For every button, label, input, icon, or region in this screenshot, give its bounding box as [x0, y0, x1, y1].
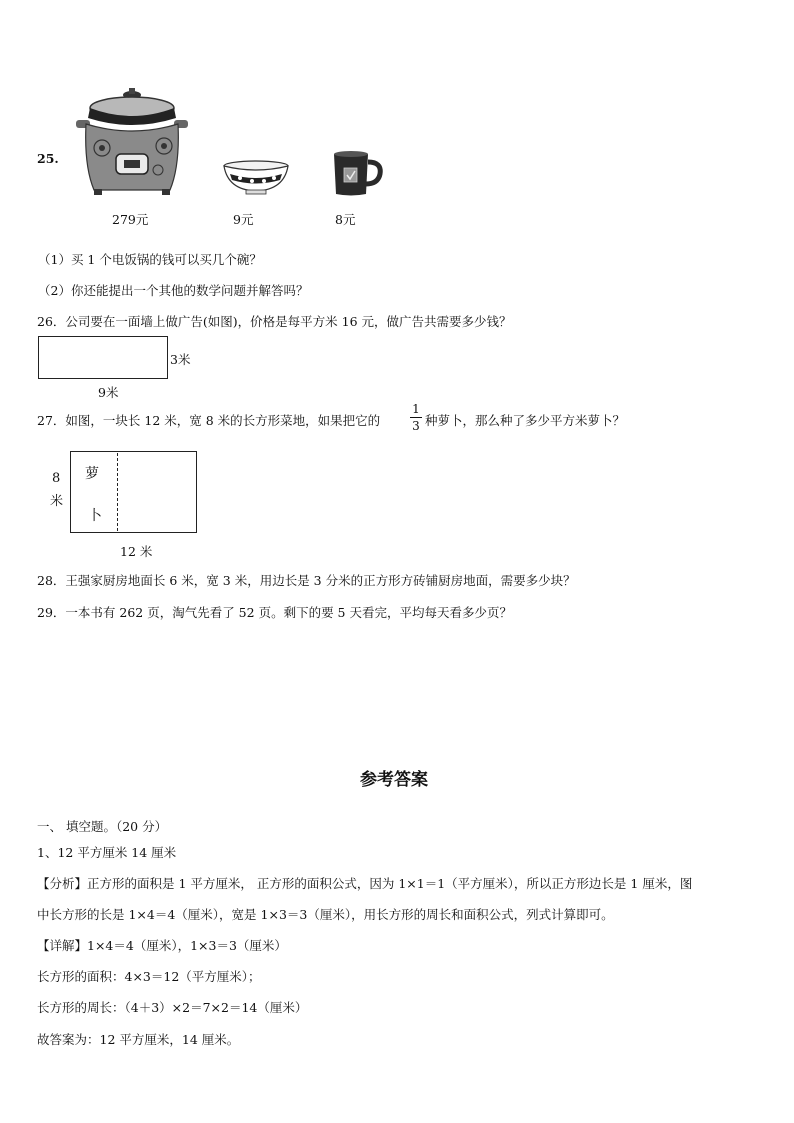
- ad-rectangle-diagram: [38, 336, 168, 379]
- cup-price: 8元: [335, 212, 356, 227]
- answers-section-heading: 一、 填空题。（20 分）: [37, 819, 168, 834]
- area-calculation: 长方形的面积：4×3＝12（平方厘米）；: [37, 969, 261, 984]
- bowl-price: 9元: [233, 212, 254, 227]
- field-width-unit: 米: [50, 494, 64, 509]
- fraction-denominator: 3: [412, 419, 420, 433]
- answer-conclusion: 故答案为：12 平方厘米，14 厘米。: [37, 1032, 240, 1047]
- field-length-label: 12 米: [120, 544, 153, 559]
- fraction-one-third: [410, 402, 422, 433]
- ad-height-label: 3米: [170, 352, 191, 367]
- ad-width-label: 9米: [98, 385, 119, 400]
- question-number-25: 25.: [37, 151, 59, 166]
- analysis-line-2: 中长方形的长是 1×4＝4（厘米），宽是 1×3＝3（厘米），用长方形的周长和面积公式，列式计算即可。: [37, 907, 614, 922]
- fraction-numerator: 1: [412, 402, 420, 416]
- rice-cooker-image: [72, 86, 194, 198]
- rice-cooker-price: 279元: [112, 212, 149, 227]
- detail-line: 【详解】1×4＝4（厘米），1×3＝3（厘米）: [37, 938, 287, 953]
- question-26-text: 26．公司要在一面墙上做广告(如图)，价格是每平方米 16 元，做广告共需要多少钱？: [37, 314, 512, 329]
- answer-item-1: 1、12 平方厘米 14 厘米: [37, 845, 177, 860]
- perimeter-calculation: 长方形的周长：（4＋3）×2＝7×2＝14（厘米）: [37, 1000, 308, 1015]
- question-27-text-start: 27．如图，一块长 12 米，宽 8 米的长方形菜地，如果把它的: [37, 413, 381, 428]
- field-label-char-2: 卜: [88, 508, 102, 524]
- bowl-image: [222, 160, 290, 196]
- q25-sub-question-1: （1）买 1 个电饭锅的钱可以买几个碗？: [38, 252, 262, 267]
- question-27-text-end: 种萝卜，那么种了多少平方米萝卜？: [425, 413, 626, 428]
- field-width-number: 8: [52, 471, 61, 486]
- q25-sub-question-2: （2）你还能提出一个其他的数学问题并解答吗？: [38, 283, 309, 298]
- question-29-text: 29．一本书有 262 页，淘气先看了 52 页。剩下的要 5 天看完，平均每天看多少页？: [37, 605, 512, 620]
- field-dashed-divider: [117, 453, 118, 531]
- answers-title: 参考答案: [360, 770, 428, 790]
- analysis-line-1: 【分析】正方形的面积是 1 平方厘米， 正方形的面积公式，因为 1×1＝1（平方厘米），所以正方形边长是 1 厘米，图: [37, 876, 693, 891]
- field-label-char-1: 萝: [85, 466, 99, 482]
- question-28-text: 28．王强家厨房地面长 6 米，宽 3 米，用边长是 3 分米的正方形方砖铺厨房地面，需要多少块？: [37, 573, 576, 588]
- cup-image: [330, 150, 384, 198]
